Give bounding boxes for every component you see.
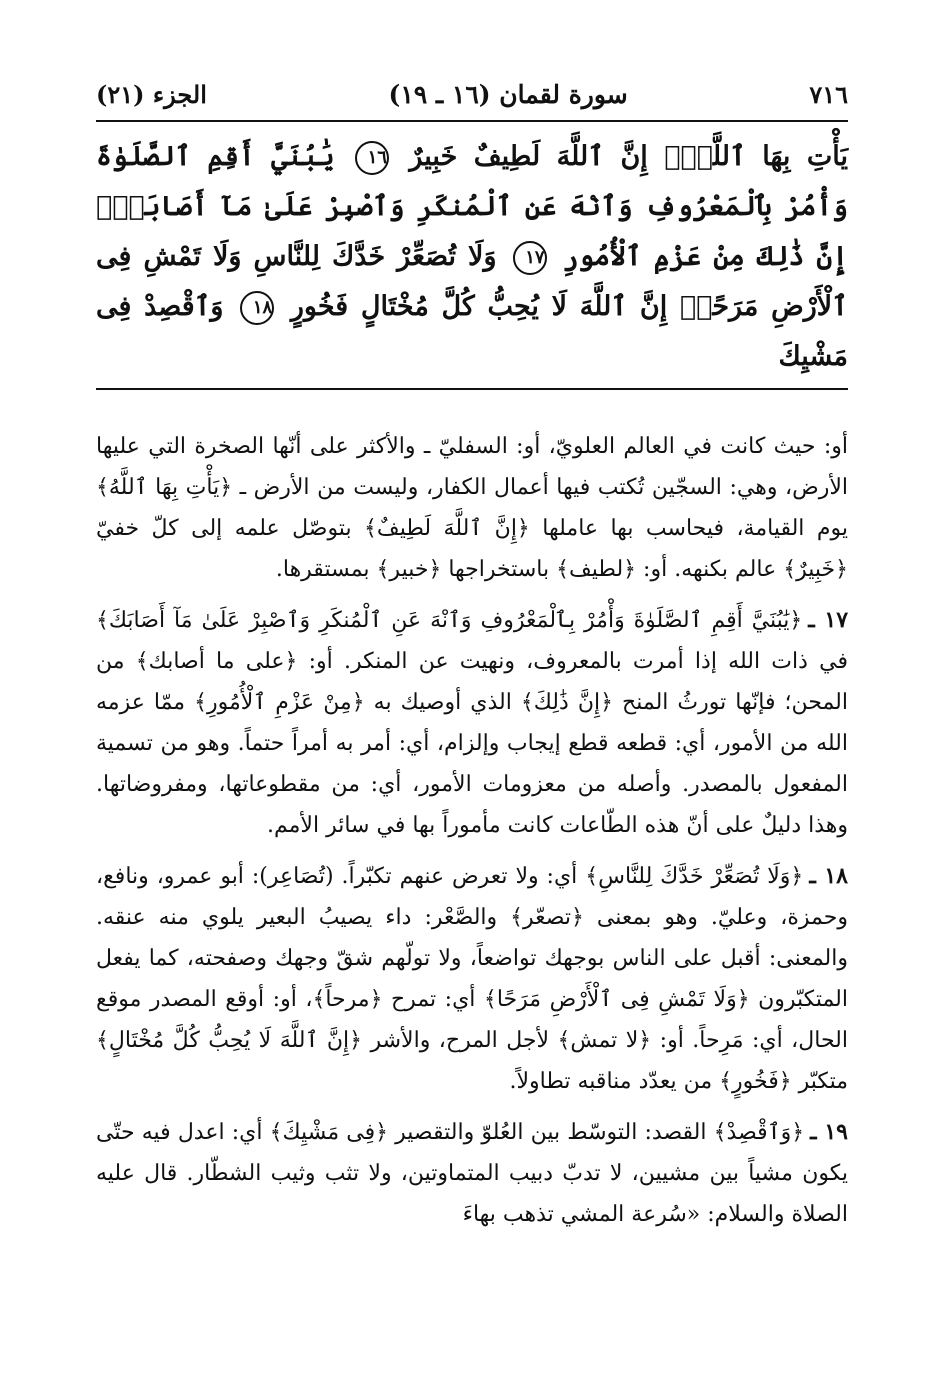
verse-16-end: يَأْتِ بِهَا ٱللَّهُۚ إِنَّ ٱللَّهَ لَطِيفٌ خَبِيرٌ — [409, 141, 849, 172]
book-page — [96, 70, 848, 1370]
juz-label: الجزء (٢١) — [96, 79, 207, 109]
page-number: ٧١٦ — [809, 79, 848, 109]
commentary-paragraph-16 — [96, 426, 848, 590]
paragraph-text: ﴿يَٰبُنَيَّ أَقِمِ ٱلصَّلَوٰةَ وَأْمُرْ بِٱلْمَعْرُوفِ وَٱنْهَ عَنِ ٱلْمُنكَرِ وَٱصْبِرْ عَلَىٰ مَآ أَصَابَكَ﴾ في ذات الله إذا أمرت بالمعروف، ونهيت عن المنكر. أو: ﴿على ما أصابك﴾ من المحن؛ فإنّها تورثُ المنح ﴿إِنَّ ذَٰلِكَ﴾ الذي أوصيك به ﴿مِنْ عَزْمِ ٱلْأُمُورِ﴾ ممّا عزمه الله من الأمور، أي: قطعه قطع إيجاب وإلزام، أي: أمر به أمراً حتماً. وهو من تسمية المفعول بالمصدر. وأصله من معزومات الأمور، أي: من مقطوعاتها، ومفروضاتها. وهذا دليلٌ على أنّ هذه الطّاعات كانت مأموراً بها في سائر الأمم. — [96, 608, 848, 838]
paragraph-number: ١٧ ـ — [808, 607, 849, 633]
verse-number-marker-16: ١٦ — [355, 141, 389, 175]
paragraph-text: ﴿وَلَا تُصَعِّرْ خَدَّكَ لِلنَّاسِ﴾ أي: ولا تعرض عنهم تكبّراً. (تُصَاعِر): أبو عمرو، ونافع، وحمزة، وعليّ. وهو بمعنى ﴿تصعّر﴾ والصَّعْر: داء يصيبُ البعير يلوي منه عنقه. والمعنى: أقبل على الناس بوجهك تواضعاً، ولا تولّهم شقّ وجهك وصفحته، كما يفعل المتكبّرون ﴿وَلَا تَمْشِ فِى ٱلْأَرْضِ مَرَحًا﴾ أي: تمرح ﴿مرحاً﴾، أو: أوقع المصدر موقع الحال، أي: مَرِحاً. أو: ﴿لا تمش﴾ لأجل المرح، والأشر ﴿إِنَّ ٱللَّهَ لَا يُحِبُّ كُلَّ مُخْتَالٍ﴾ متكبّر ﴿فَخُورٍ﴾ من يعدّد مناقبه تطاولاً. — [96, 864, 848, 1094]
page-header — [96, 70, 848, 118]
quran-verses-block — [96, 122, 848, 388]
paragraph-number: ١٩ ـ — [810, 1119, 848, 1145]
paragraph-number: ١٨ ـ — [809, 863, 848, 889]
verse-number-marker-18: ١٨ — [240, 291, 274, 325]
verses-rule — [96, 388, 848, 390]
verse-19-start: وَٱقْصِدْ فِى مَشْيِكَ — [96, 291, 848, 372]
paragraph-text: أو: حيث كانت في العالم العلويّ، أو: السفليّ ـ والأكثر على أنّها الصخرة التي عليها الأرض، وهي: السجّين تُكتب فيها أعمال الكفار، وليست من الأرض ـ ﴿يَأْتِ بِهَا ٱللَّهُ﴾ يوم القيامة، فيحاسب بها عاملها ﴿إِنَّ ٱللَّهَ لَطِيفٌ﴾ بتوصّل علمه إلى كلّ خفيّ ﴿خَبِيرٌ﴾ عالم بكنهه. أو: ﴿لطيف﴾ باستخراجها ﴿خبير﴾ بمستقرها. — [96, 434, 848, 582]
surah-title: سورة لقمان (١٦ ـ ١٩) — [388, 79, 628, 109]
commentary-paragraph-17 — [96, 600, 848, 846]
commentary-paragraph-18 — [96, 856, 848, 1102]
verse-number-marker-17: ١٧ — [513, 241, 547, 275]
verse-18: وَلَا تُصَعِّرْ خَدَّكَ لِلنَّاسِ وَلَا تَمْشِ فِى ٱلْأَرْضِ مَرَحًاۖ إِنَّ ٱللَّهَ لَا يُحِبُّ كُلَّ مُخْتَالٍ فَخُورٍ — [96, 241, 848, 322]
verse-17: يَٰبُنَيَّ أَقِمِ ٱلصَّلَوٰةَ وَأْمُرْ بِٱلْمَعْرُوفِ وَٱنْهَ عَنِ ٱلْمُنكَرِ وَٱصْبِرْ عَلَىٰ مَآ أَصَابَكَۖ إِنَّ ذَٰلِكَ مِنْ عَزْمِ ٱلْأُمُورِ — [96, 141, 849, 272]
paragraph-text: ﴿وَٱقْصِدْ﴾ القصد: التوسّط بين العُلوّ والتقصير ﴿فِى مَشْيِكَ﴾ أي: اعدل فيه حتّى يكون مشياً بين مشيين، لا تدبّ دبيب المتماوتين، ولا تثب وثيب الشطّار. قال عليه الصلاة والسلام: «سُرعة المشي تذهب بهاءَ — [96, 1120, 848, 1227]
commentary-body — [96, 426, 848, 1235]
commentary-paragraph-19 — [96, 1112, 848, 1235]
